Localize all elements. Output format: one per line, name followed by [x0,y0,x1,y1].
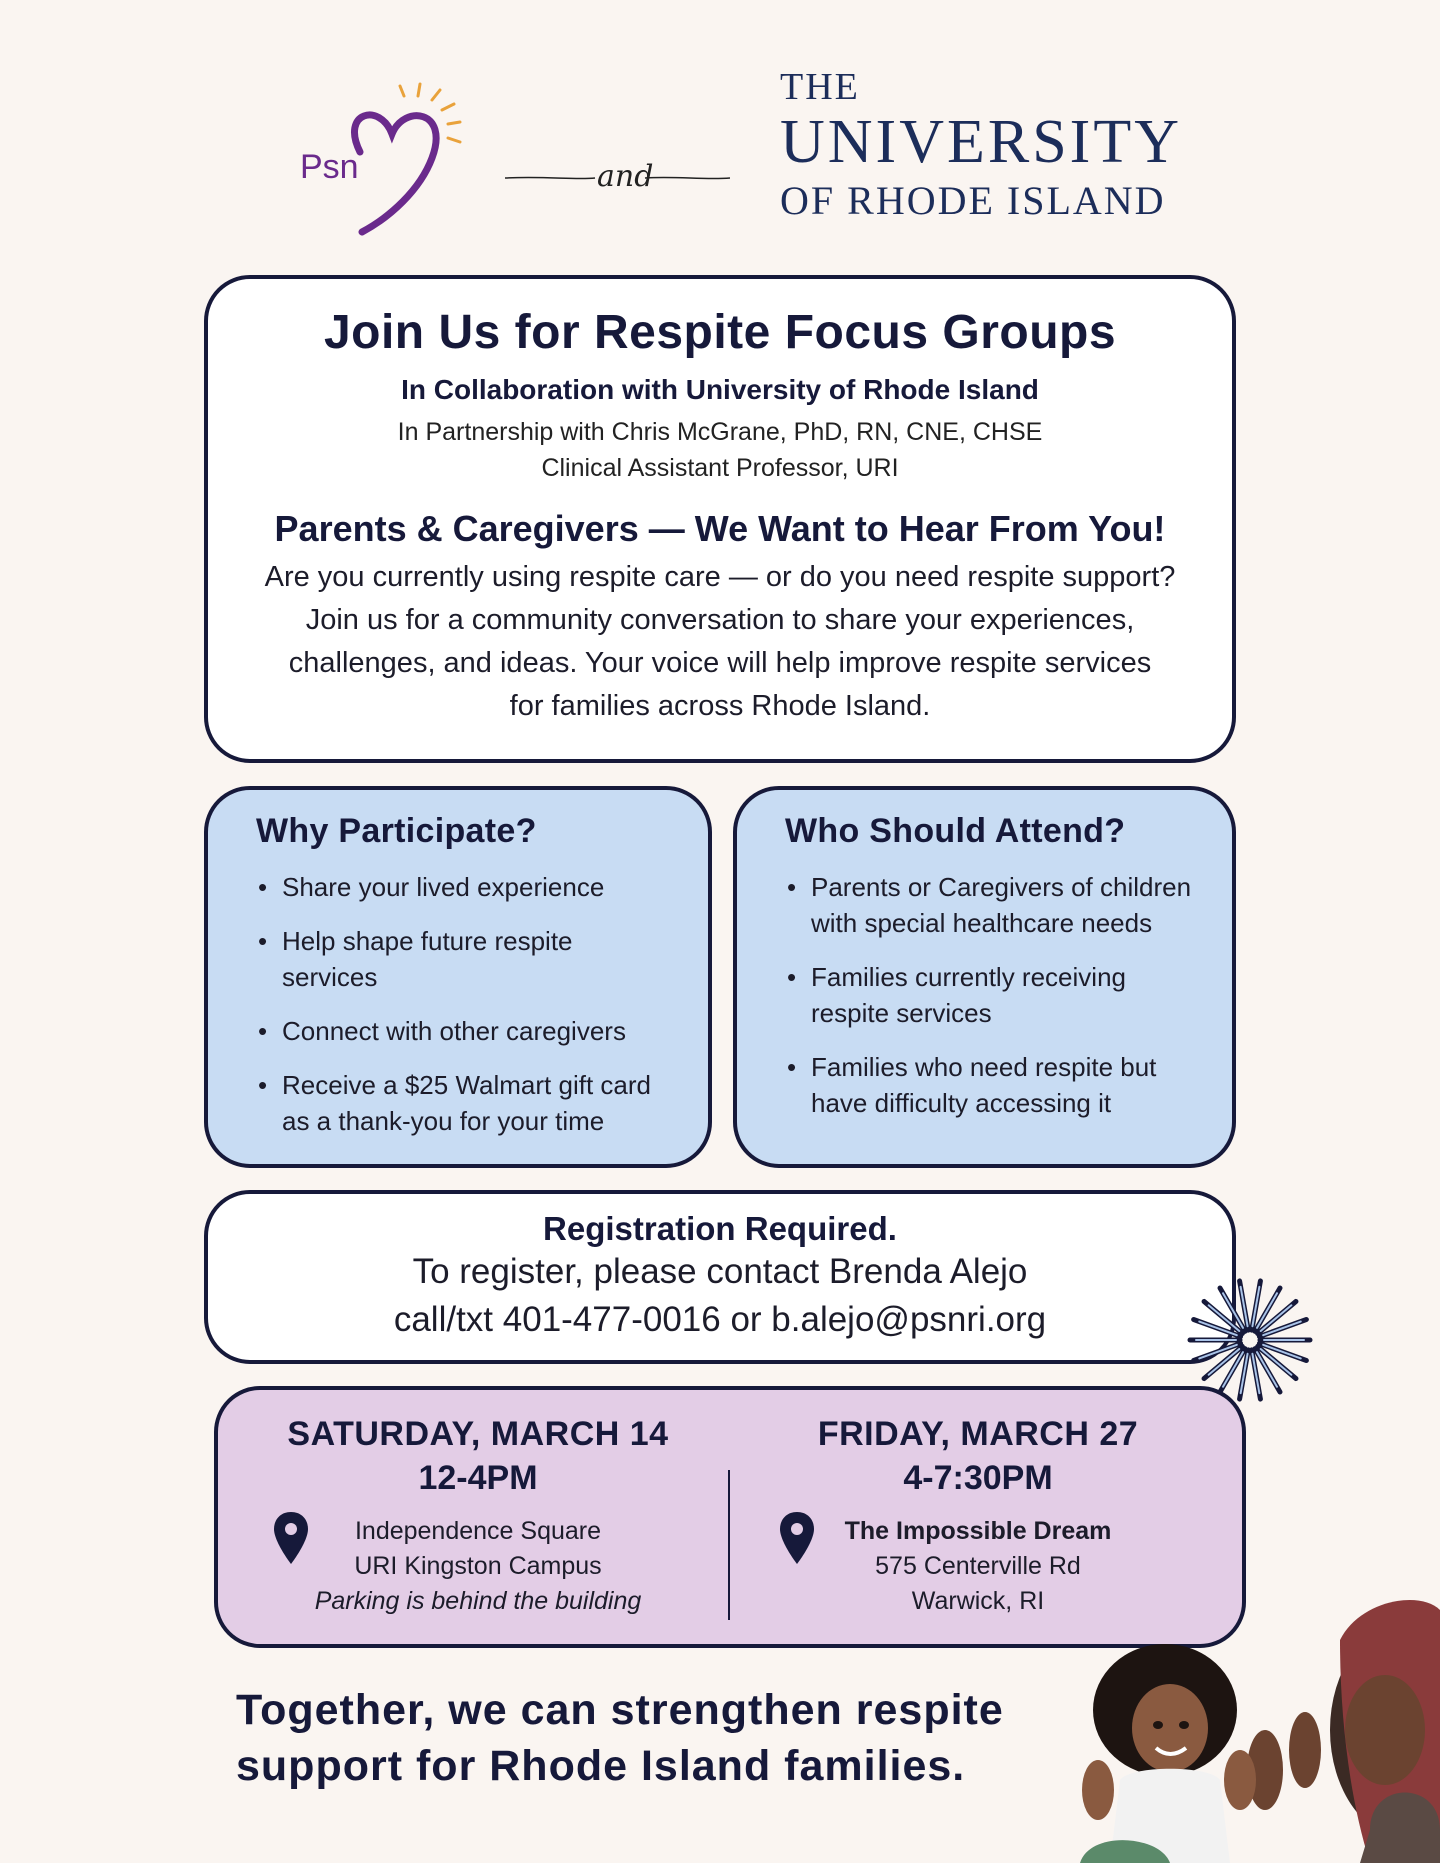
list-item-text: with special healthcare needs [811,908,1153,938]
psn-logo [300,82,490,242]
sun-rays-icon [400,84,460,142]
event-venue: The Impossible Dream [844,1517,1112,1545]
intro-body [208,556,1232,728]
event-time: 12-4PM [418,1459,538,1497]
event-divider [728,1470,730,1620]
list-item-text: Parents or Caregivers of children [811,872,1192,902]
intro-panel [204,275,1236,763]
event-date: SATURDAY, MARCH 14 [287,1415,669,1453]
intro-body-line: for families across Rhode Island. [509,690,931,722]
list-item-text: Connect with other caregivers [282,1016,626,1046]
uri-logo-university: UNIVERSITY [780,108,1182,176]
partnership-block [208,414,1232,486]
event-time: 4-7:30PM [903,1459,1053,1497]
closing-line: support for Rhode Island families. [236,1742,966,1790]
starburst-icon [1186,1276,1314,1404]
uri-logo [780,64,1182,226]
list-item [256,1067,678,1139]
list-item [256,869,678,905]
why-participate-panel [204,786,712,1168]
partner-role-line: Clinical Assistant Professor, URI [541,454,899,482]
event-location [258,1514,698,1619]
list-item-text: services [282,962,378,992]
why-participate-list [256,869,678,1139]
who-should-attend-title: Who Should Attend? [785,812,1126,850]
registration-contact: To register, please contact Brenda Alejo [412,1252,1028,1291]
and-text: and [597,159,654,194]
psn-logo-text: Psn [300,148,359,186]
list-item-text: as a thank-you for your time [282,1106,605,1136]
event-address: URI Kingston Campus [354,1552,602,1580]
list-item-text: Families currently receiving [811,962,1126,992]
event-date: FRIDAY, MARCH 27 [817,1415,1139,1453]
family-photo [1040,1580,1440,1863]
heart-icon [354,115,436,232]
registration-phone-email[interactable]: call/txt 401-477-0016 or b.alejo@psnri.org [393,1300,1047,1339]
list-item-text: respite services [811,998,992,1028]
list-item-text: Help shape future respite [282,926,573,956]
uri-logo-the: THE [780,66,860,108]
intro-body-line: Join us for a community conversation to share your experiences, [305,604,1135,636]
collaboration-line: In Collaboration with University of Rhode Island [401,374,1039,405]
intro-body-line: Are you currently using respite care — or do you need respite support? [264,561,1176,593]
uri-logo-of-rhode-island: OF RHODE ISLAND [780,178,1166,223]
list-item [785,1049,1202,1121]
list-item-text: Receive a $25 Walmart gift card [282,1070,651,1100]
who-should-attend-list [785,869,1202,1121]
list-item [256,923,678,995]
event-city: Warwick, RI [911,1587,1045,1615]
list-item-text: Share your lived experience [282,872,605,902]
and-script [505,150,730,200]
page-title: Join Us for Respite Focus Groups [323,306,1117,359]
closing-line: Together, we can strengthen respite [236,1686,1004,1734]
location-pin-icon [272,1510,310,1566]
event-saturday [258,1412,698,1619]
who-should-attend-panel [733,786,1236,1168]
registration-panel [204,1190,1236,1364]
list-item-text: Families who need respite but [811,1052,1157,1082]
intro-subtitle: Parents & Caregivers — We Want to Hear From You! [274,508,1166,549]
list-item [785,959,1202,1031]
list-item [785,869,1202,941]
closing-statement [236,1682,1004,1794]
event-address: 575 Centerville Rd [875,1552,1081,1580]
registration-title: Registration Required. [543,1210,897,1247]
event-note: Parking is behind the building [314,1587,642,1615]
partnership-line: In Partnership with Chris McGrane, PhD, RN, CNE, CHSE [397,418,1043,446]
list-item [256,1013,678,1049]
list-item-text: have difficulty accessing it [811,1088,1112,1118]
why-participate-title: Why Participate? [256,812,537,850]
event-venue: Independence Square [354,1517,602,1545]
intro-body-line: challenges, and ideas. Your voice will help improve respite services [288,647,1152,679]
